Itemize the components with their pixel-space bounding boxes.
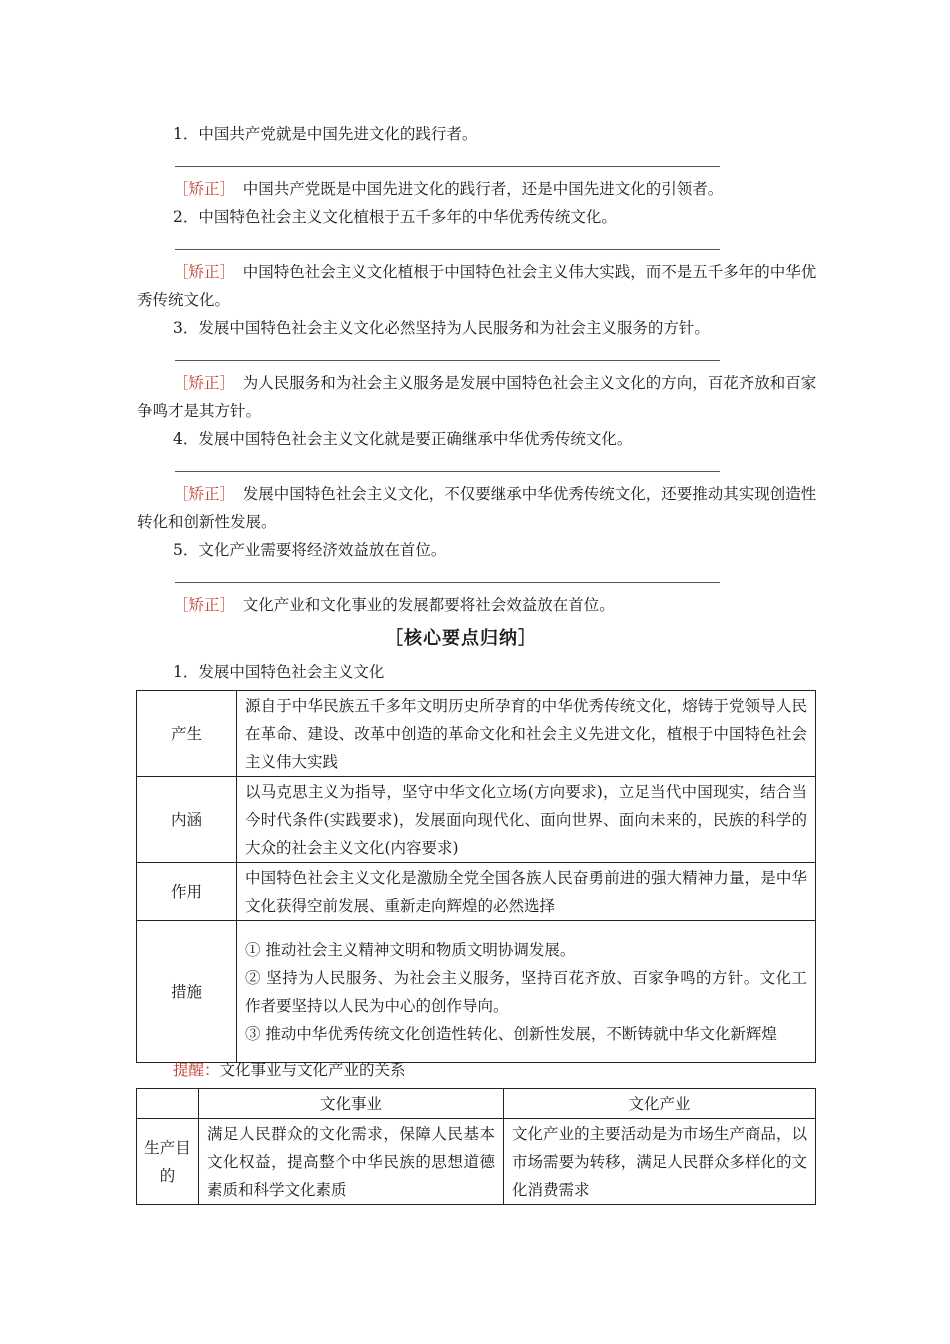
heading-title: 核心要点归纳: [404, 628, 518, 649]
question-4: 4．发展中国特色社会主义文化就是要正确继承中华优秀传统文化。: [173, 430, 633, 448]
correction-tag: ［矫正］: [173, 263, 228, 281]
header-empty: [137, 1089, 199, 1119]
heading-bracket-left: ［: [385, 628, 404, 649]
row-measures: [237, 921, 816, 1063]
correction-text: 为人民服务和为社会主义服务是发展中国特色社会主义文化的方向，百花齐放和百家争鸣才是其方针。: [137, 374, 817, 420]
question-2: 2．中国特色社会主义文化植根于五千多年的中华优秀传统文化。: [173, 208, 617, 226]
row-label: 措施: [137, 921, 237, 1063]
correction-1: [137, 175, 817, 203]
correction-text: 中国共产党既是中国先进文化的践行者，还是中国先进文化的引领者。: [242, 180, 724, 198]
answer-line-5: [175, 582, 720, 583]
tip-label: 提醒：: [173, 1061, 220, 1079]
table-row: [137, 777, 816, 863]
section-heading: [385, 626, 537, 652]
row-text: 中国特色社会主义文化是激励全党全国各族人民奋勇前进的强大精神力量，是中华文化获得空前发展、重新走向辉煌的必然选择: [237, 863, 816, 921]
header-cultural-industry: 文化产业: [504, 1089, 816, 1119]
row-label: 产生: [137, 691, 237, 777]
answer-line-1: [175, 166, 720, 167]
header-cultural-undertaking: 文化事业: [199, 1089, 504, 1119]
correction-text: 中国特色社会主义文化植根于中国特色社会主义伟大实践，而不是五千多年的中华优秀传统文化。: [137, 263, 817, 309]
question-3: 3．发展中国特色社会主义文化必然坚持为人民服务和为社会主义服务的方针。: [173, 319, 710, 337]
comparison-table: [136, 1088, 816, 1205]
question-5: 5．文化产业需要将经济效益放在首位。: [173, 541, 447, 559]
row-text: 以马克思主义为指导，坚守中华文化立场(方向要求)，立足当代中国现实，结合当今时代条件(实践要求)，发展面向现代化、面向世界、面向未来的，民族的科学的大众的社会主义文化(内容要求): [237, 777, 816, 863]
correction-3: [137, 369, 817, 425]
row-text: 源自于中华民族五千多年文明历史所孕育的中华优秀传统文化，熔铸于党领导人民在革命、建设、改革中创造的革命文化和社会主义先进文化，植根于中国特色社会主义伟大实践: [237, 691, 816, 777]
table-row: [137, 863, 816, 921]
answer-line-4: [175, 471, 720, 472]
row-label: 作用: [137, 863, 237, 921]
correction-tag: ［矫正］: [173, 485, 228, 503]
correction-2: [137, 258, 817, 314]
question-1: 1．中国共产党就是中国先进文化的践行者。: [173, 125, 478, 143]
measure-item: ③ 推动中华优秀传统文化创造性转化、创新性发展，不断铸就中华文化新辉煌: [245, 1024, 777, 1043]
summary-table: [136, 690, 816, 1063]
table-row: [137, 691, 816, 777]
measure-item: ② 坚持为人民服务、为社会主义服务，坚持百花齐放、百家争鸣的方针。文化工作者要坚持以人民为中心的创作导向。: [245, 968, 807, 1015]
tip-text: 文化事业与文化产业的关系: [219, 1061, 406, 1079]
row-label: 内涵: [137, 777, 237, 863]
correction-tag: ［矫正］: [173, 180, 228, 198]
cell-industry: 文化产业的主要活动是为市场生产商品，以市场需要为转移，满足人民群众多样化的文化消费需求: [504, 1119, 816, 1205]
answer-line-3: [175, 360, 720, 361]
heading-bracket-right: ］: [518, 628, 537, 649]
correction-text: 发展中国特色社会主义文化，不仅要继承中华优秀传统文化，还要推动其实现创造性转化和创新性发展。: [137, 485, 817, 531]
section-subtitle: 1．发展中国特色社会主义文化: [173, 663, 385, 681]
table-row: [137, 921, 816, 1063]
correction-text: 文化产业和文化事业的发展都要将社会效益放在首位。: [242, 596, 615, 614]
correction-tag: ［矫正］: [173, 374, 228, 392]
row-label: 生产目的: [137, 1119, 199, 1205]
table-header-row: [137, 1089, 816, 1119]
correction-4: [137, 480, 817, 536]
table-row: [137, 1119, 816, 1205]
correction-tag: ［矫正］: [173, 596, 228, 614]
cell-undertaking: 满足人民群众的文化需求，保障人民基本文化权益，提高整个中华民族的思想道德素质和科学文化素质: [199, 1119, 504, 1205]
measure-item: ① 推动社会主义精神文明和物质文明协调发展。: [245, 940, 576, 959]
answer-line-2: [175, 249, 720, 250]
tip: [173, 1058, 406, 1082]
correction-5: [137, 591, 817, 619]
